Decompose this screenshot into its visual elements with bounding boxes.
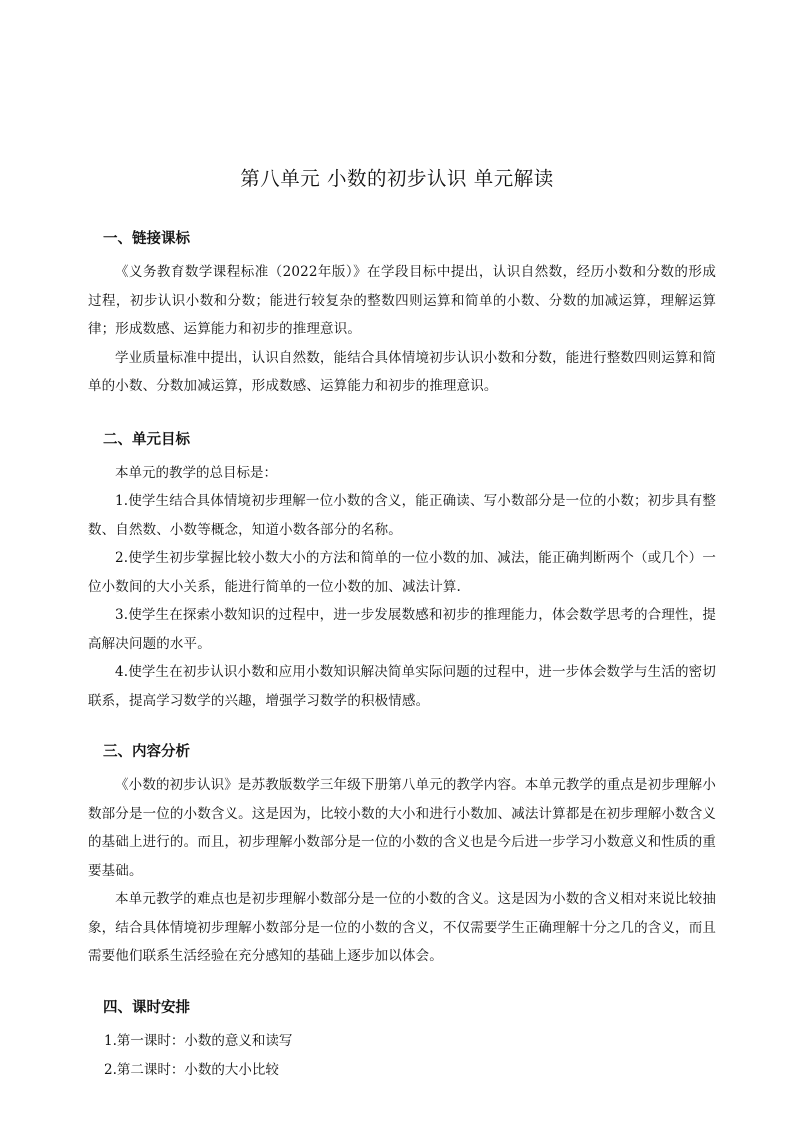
paragraph: 《义务教育数学课程标准（2022年版）》在学段目标中提出，认识自然数，经历小数和分数的形成过程，初步认识小数和分数；能进行较复杂的整数四则运算和简单的小数、分数的加减运算，理解运算律；形成数感、运算能力和初步的推理意识。 — [88, 264, 716, 337]
paragraph: 学业质量标准中提出，认识自然数，能结合具体情境初步认识小数和分数，能进行整数四则运算和简单的小数、分数加减运算，形成数感、运算能力和初步的推理意识。 — [88, 349, 716, 394]
lesson-item: 2.第二课时：小数的大小比较 — [104, 1061, 279, 1078]
goal-item: 4.使学生在初步认识小数和应用小数知识解决简单实际问题的过程中，进一步体会数学与生活的密切联系，提高学习数学的兴趣，增强学习数学的积极情感。 — [88, 664, 716, 709]
goal-item: 3.使学生在探索小数知识的过程中，进一步发展数感和初步的推理能力，体会数学思考的合理性，提高解决问题的水平。 — [88, 607, 716, 652]
section-unit-goals — [88, 427, 716, 716]
section-heading: 二、单元目标 — [103, 430, 190, 448]
section-heading: 四、课时安排 — [103, 998, 190, 1016]
section-heading: 三、内容分析 — [103, 743, 190, 760]
goal-item: 1.使学生结合具体情境初步理解一位小数的含义，能正确读、写小数部分是一位的小数；初步具有整数、自然数、小数等概念，知道小数各部分的名称。 — [88, 493, 716, 538]
goal-item: 2.使学生初步掌握比较小数大小的方法和简单的一位小数的加、减法，能正确判断两个（或几个）一位小数间的大小关系，能进行简单的一位小数的加、减法计算. — [88, 550, 716, 595]
paragraph-intro: 本单元的教学的总目标是： — [115, 464, 277, 481]
section-curriculum-link — [88, 226, 716, 401]
section-heading: 一、链接课标 — [103, 230, 190, 247]
lesson-item: 1.第一课时：小数的意义和读写 — [104, 1032, 293, 1049]
page-title: 第八单元 小数的初步认识 单元解读 — [240, 167, 554, 190]
paragraph: 本单元教学的难点也是初步理解小数部分是一位的小数的含义。这是因为小数的含义相对来说比较抽象，结合具体情境初步理解小数部分是一位的小数的含义，不仅需要学生正确理解十分之几的含义，而且需要他们联系生活经验在充分感知的基础上逐步加以体会。 — [88, 891, 716, 964]
section-content-analysis — [88, 739, 716, 971]
paragraph: 《小数的初步认识》是苏教版数学三年级下册第八单元的教学内容。本单元教学的重点是初步理解小数部分是一位的小数含义。这是因为，比较小数的大小和进行小数加、减法计算都是在初步理解小数含义的基础上进行的。而且，初步理解小数部分是一位的小数的含义也是今后进一步学习小数意义和性质的重要基础。 — [88, 777, 716, 879]
document-body — [88, 226, 716, 1105]
section-lesson-schedule — [88, 995, 716, 1085]
